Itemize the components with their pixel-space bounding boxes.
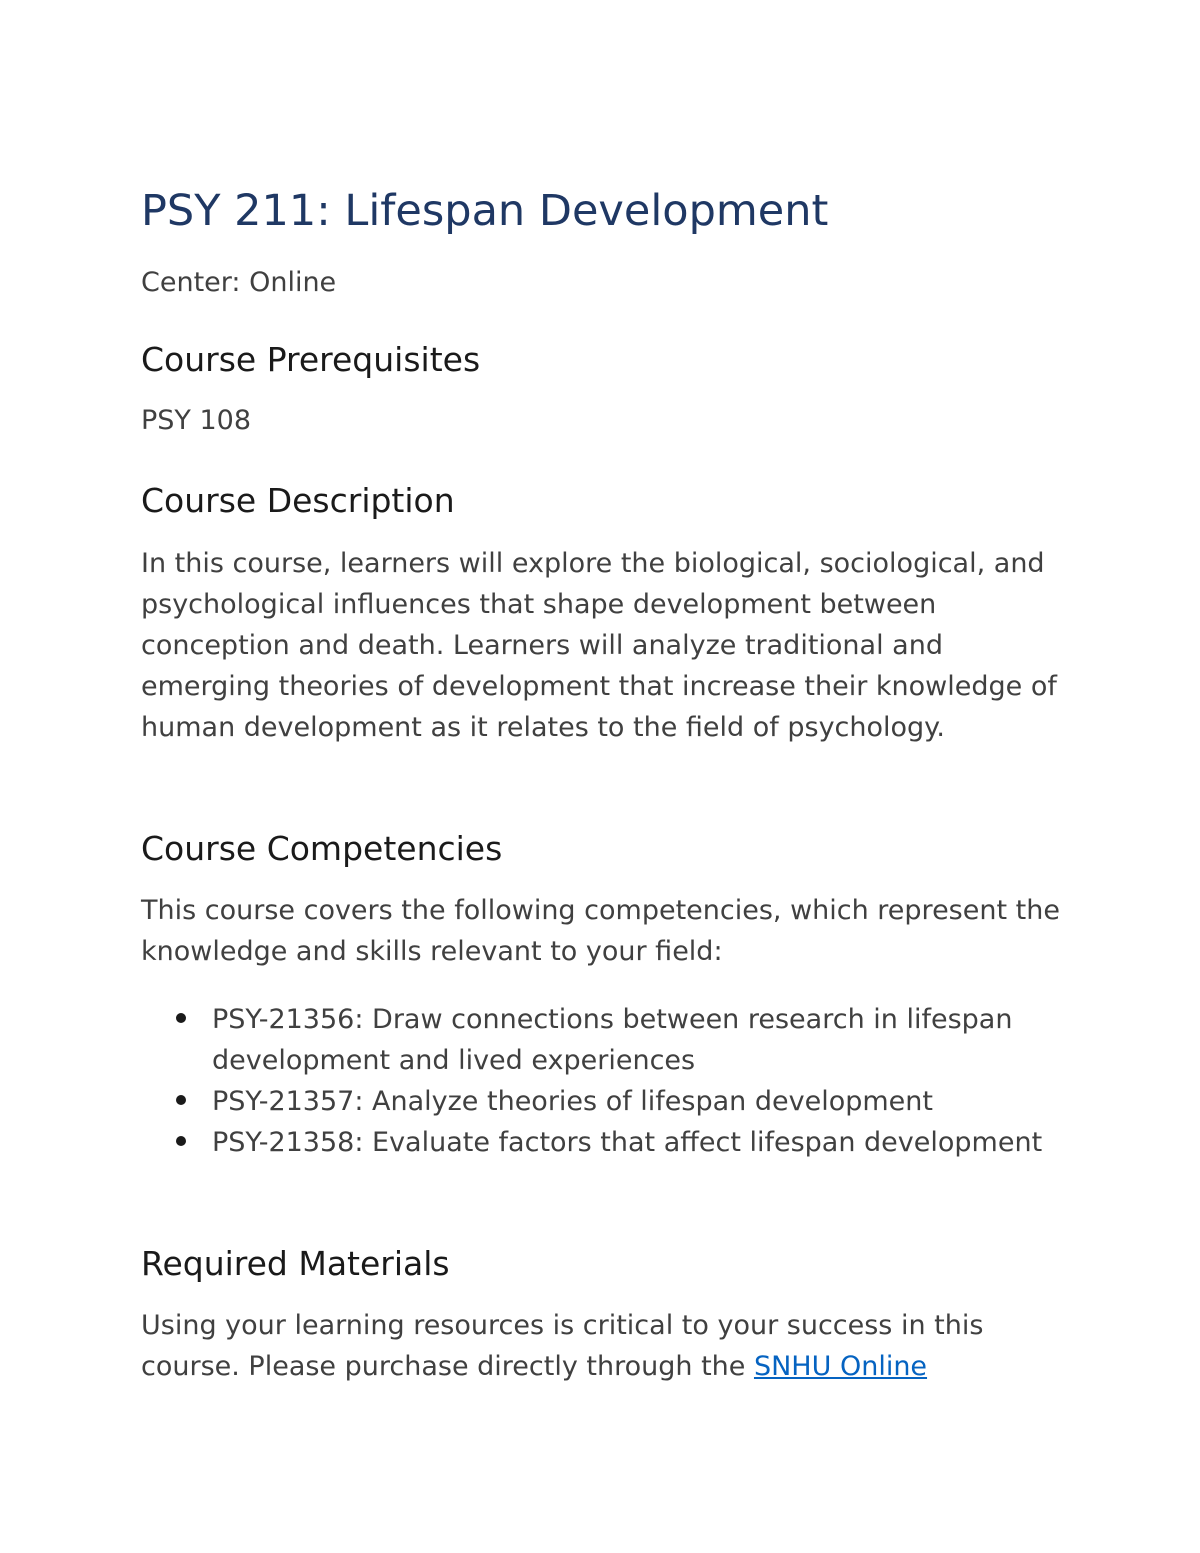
competency-text: PSY-21356: Draw connections between research in lifespan development and lived experiences (212, 1004, 1013, 1076)
materials-text: Using your learning resources is critical to your success in this course. Please purchase directly through the (141, 1310, 984, 1382)
materials-heading: Required Materials (141, 1244, 450, 1283)
competency-item (141, 1122, 1071, 1163)
competencies-list (141, 999, 1071, 1163)
bullet-icon (176, 1095, 186, 1105)
page-title: PSY 211: Lifespan Development (141, 186, 829, 236)
bullet-icon (176, 1013, 186, 1023)
center-line: Center: Online (141, 267, 337, 298)
bullet-icon (176, 1136, 186, 1146)
competencies-intro: This course covers the following competencies, which represent the knowledge and skills relevant to your field: (141, 895, 1060, 967)
competency-item (141, 999, 1071, 1081)
description-text: In this course, learners will explore the biological, sociological, and psychological influences that shape development between conception and death. Learners will analyze traditional and emerging theories of development that increase their knowledge of human development as it relates to the field of psychology. (141, 548, 1057, 743)
prerequisites-value: PSY 108 (141, 405, 252, 436)
snhu-online-link[interactable]: SNHU Online (753, 1351, 928, 1382)
competency-text: PSY-21358: Evaluate factors that affect lifespan development (212, 1127, 1043, 1158)
prerequisites-heading: Course Prerequisites (141, 340, 481, 379)
competencies-heading: Course Competencies (141, 829, 503, 868)
materials-paragraph (141, 1305, 1071, 1387)
competency-text: PSY-21357: Analyze theories of lifespan development (212, 1086, 933, 1117)
description-heading: Course Description (141, 481, 455, 520)
competency-item (141, 1081, 1071, 1122)
